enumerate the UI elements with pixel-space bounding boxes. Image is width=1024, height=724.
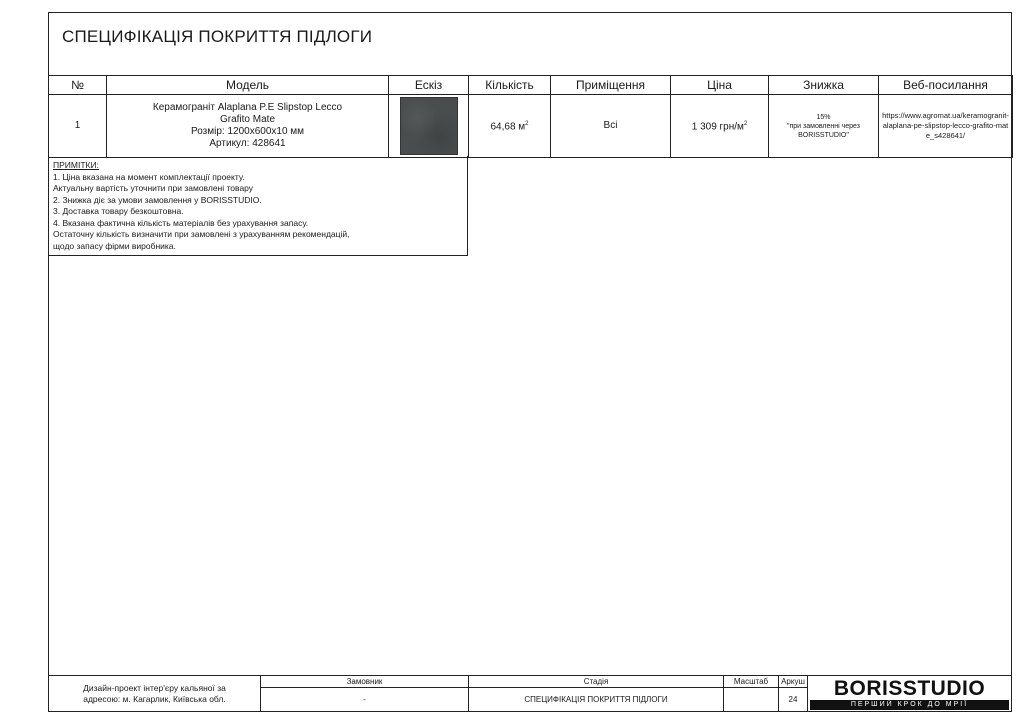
row-number: 1	[49, 95, 107, 158]
row-room: Всі	[551, 95, 671, 158]
notes-heading: ПРИМІТКИ:	[53, 160, 99, 170]
row-discount	[769, 95, 879, 158]
customer-value: -	[261, 688, 469, 712]
row-quantity	[469, 95, 551, 158]
project-address	[49, 676, 261, 712]
row-model	[107, 95, 389, 158]
note-line: 2. Знижка діє за умови замовлення у BORISSTUDIO.	[53, 194, 262, 205]
note-line: Остаточну кількість визначити при замовлені з урахуванням рекомендацій,	[53, 229, 350, 239]
sheet-label: Аркуш	[779, 676, 808, 688]
header-number: №	[49, 76, 107, 95]
row-sketch	[389, 95, 469, 158]
title-block	[48, 675, 808, 712]
address-line: Дизайн-проект інтер'єру кальяної за	[83, 682, 226, 693]
table-header-row	[49, 76, 1013, 95]
price-value: 1 309 грн/м	[691, 121, 744, 133]
header-sketch: Ескіз	[389, 76, 469, 95]
model-size: Розмір: 1200х600х10 мм	[190, 126, 305, 137]
note-line: Актуальну вартість уточнити при замовлені товару	[53, 183, 254, 193]
model-name: Керамограніт Alaplana P.E Slipstop Lecco	[152, 102, 343, 113]
discount-condition: "при замовленні через	[787, 122, 860, 130]
note-line: щодо запасу фірми виробника.	[53, 240, 176, 251]
address-line: адресою: м. Кагарлик, Київська обл.	[83, 693, 226, 704]
header-quantity: Кількість	[469, 76, 551, 95]
stage-value: СПЕЦИФІКАЦІЯ ПОКРИТТЯ ПІДЛОГИ	[469, 688, 724, 712]
header-price: Ціна	[671, 76, 769, 95]
studio-logo	[807, 675, 1012, 712]
notes-box	[48, 156, 468, 256]
quantity-value: 64,68 м	[490, 121, 526, 133]
model-article: Артикул: 428641	[209, 138, 286, 149]
price-unit-sup: 2	[743, 121, 748, 128]
discount-percent: 15%	[816, 113, 831, 121]
header-model: Модель	[107, 76, 389, 95]
quantity-unit-sup: 2	[525, 121, 529, 128]
note-line: 4. Вказана фактична кількість матеріалів без урахування запасу.	[53, 217, 309, 228]
header-room: Приміщення	[551, 76, 671, 95]
row-price	[671, 95, 769, 158]
header-discount: Знижка	[769, 76, 879, 95]
logo-slogan: ПЕРШИЙ КРОК ДО МРІЇ	[810, 700, 1009, 710]
header-web-link: Веб-посилання	[879, 76, 1013, 95]
sheet-value: 24	[779, 688, 808, 712]
note-line: 3. Доставка товару безкоштовна.	[53, 206, 184, 216]
product-link[interactable]: https://www.agromat.ua/keramogranit-alaplana-pe-slipstop-lecco-grafito-mate_s428641/	[882, 111, 1009, 140]
tile-sketch-image	[400, 97, 458, 155]
specification-table	[48, 75, 1013, 158]
discount-studio: BORISSTUDIO"	[798, 131, 849, 139]
logo-name: BORISSTUDIO	[833, 677, 986, 700]
scale-label: Масштаб	[724, 676, 779, 688]
scale-value	[724, 688, 779, 712]
row-web-link[interactable]	[879, 95, 1013, 158]
page-title: СПЕЦИФІКАЦІЯ ПОКРИТТЯ ПІДЛОГИ	[62, 27, 373, 46]
note-line: 1. Ціна вказана на момент комплектації проекту.	[53, 171, 245, 182]
customer-label: Замовник	[261, 676, 469, 688]
table-row	[49, 95, 1013, 158]
stage-label: Стадія	[469, 676, 724, 688]
model-finish: Grafito Mate	[219, 114, 276, 125]
